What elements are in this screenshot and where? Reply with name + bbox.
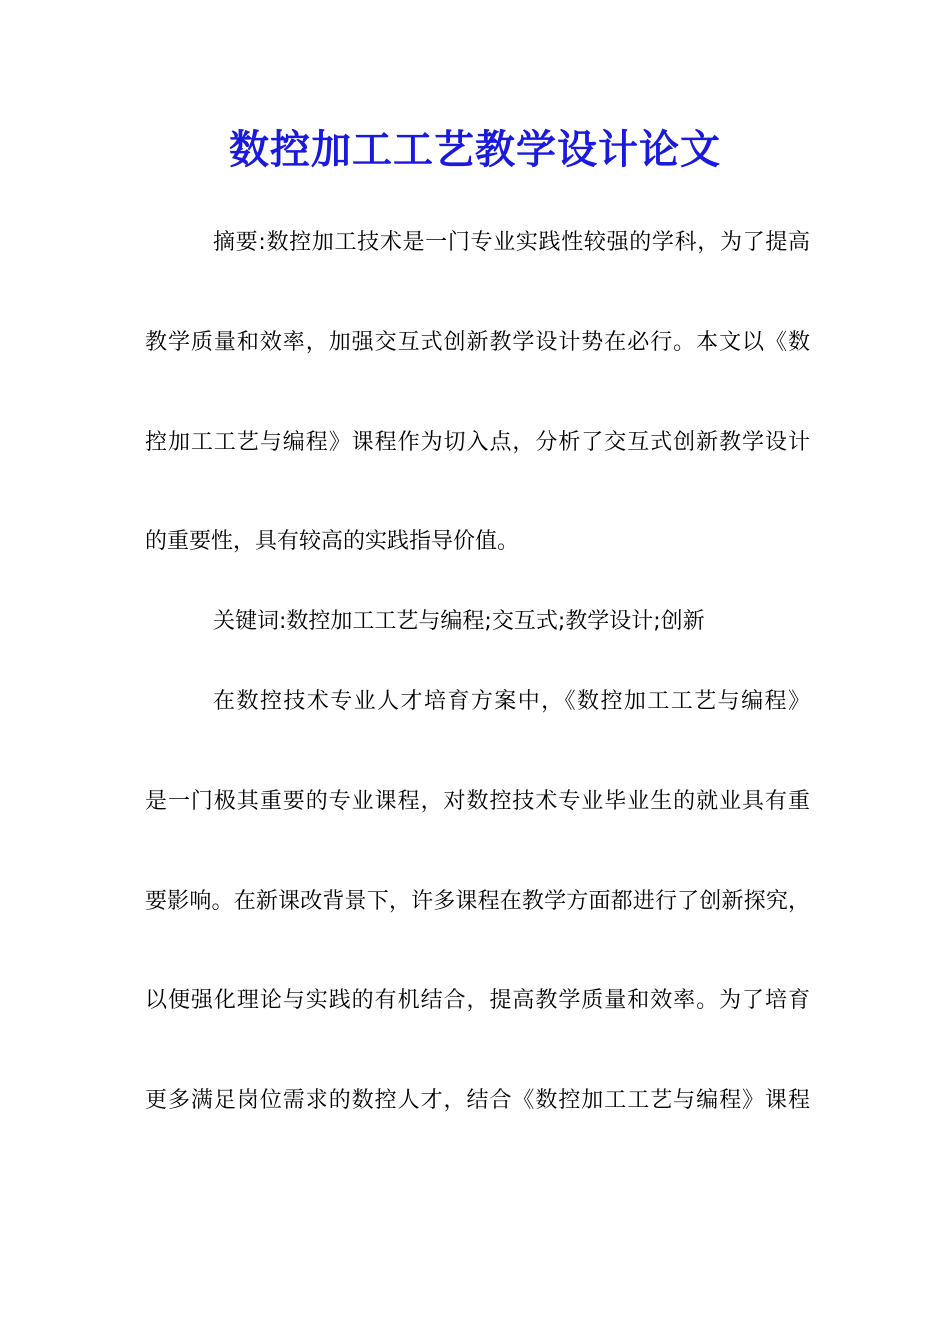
- document-title: 数控加工工艺教学设计论文: [229, 126, 721, 173]
- body-line-1: 在数控技术专业人才培育方案中，《数控加工工艺与编程》: [213, 689, 810, 714]
- body-line-5: 更多满足岗位需求的数控人才，结合《数控加工工艺与编程》课程: [145, 1088, 810, 1113]
- abstract-line-4: 的重要性，具有较高的实践指导价值。: [145, 529, 520, 554]
- body-line-3: 要影响。在新课改背景下，许多课程在教学方面都进行了创新探究，: [145, 889, 810, 914]
- keywords-line: 关键词:数控加工工艺与编程;交互式;教学设计;创新: [213, 609, 705, 634]
- abstract-line-3: 控加工工艺与编程》课程作为切入点，分析了交互式创新教学设计: [145, 430, 810, 455]
- abstract-line-2: 教学质量和效率，加强交互式创新教学设计势在必行。本文以《数: [145, 330, 810, 355]
- abstract-line-1: 摘要:数控加工技术是一门专业实践性较强的学科，为了提高: [213, 230, 810, 255]
- body-line-2: 是一门极其重要的专业课程，对数控技术专业毕业生的就业具有重: [145, 789, 810, 814]
- body-line-4: 以便强化理论与实践的有机结合，提高教学质量和效率。为了培育: [145, 988, 810, 1013]
